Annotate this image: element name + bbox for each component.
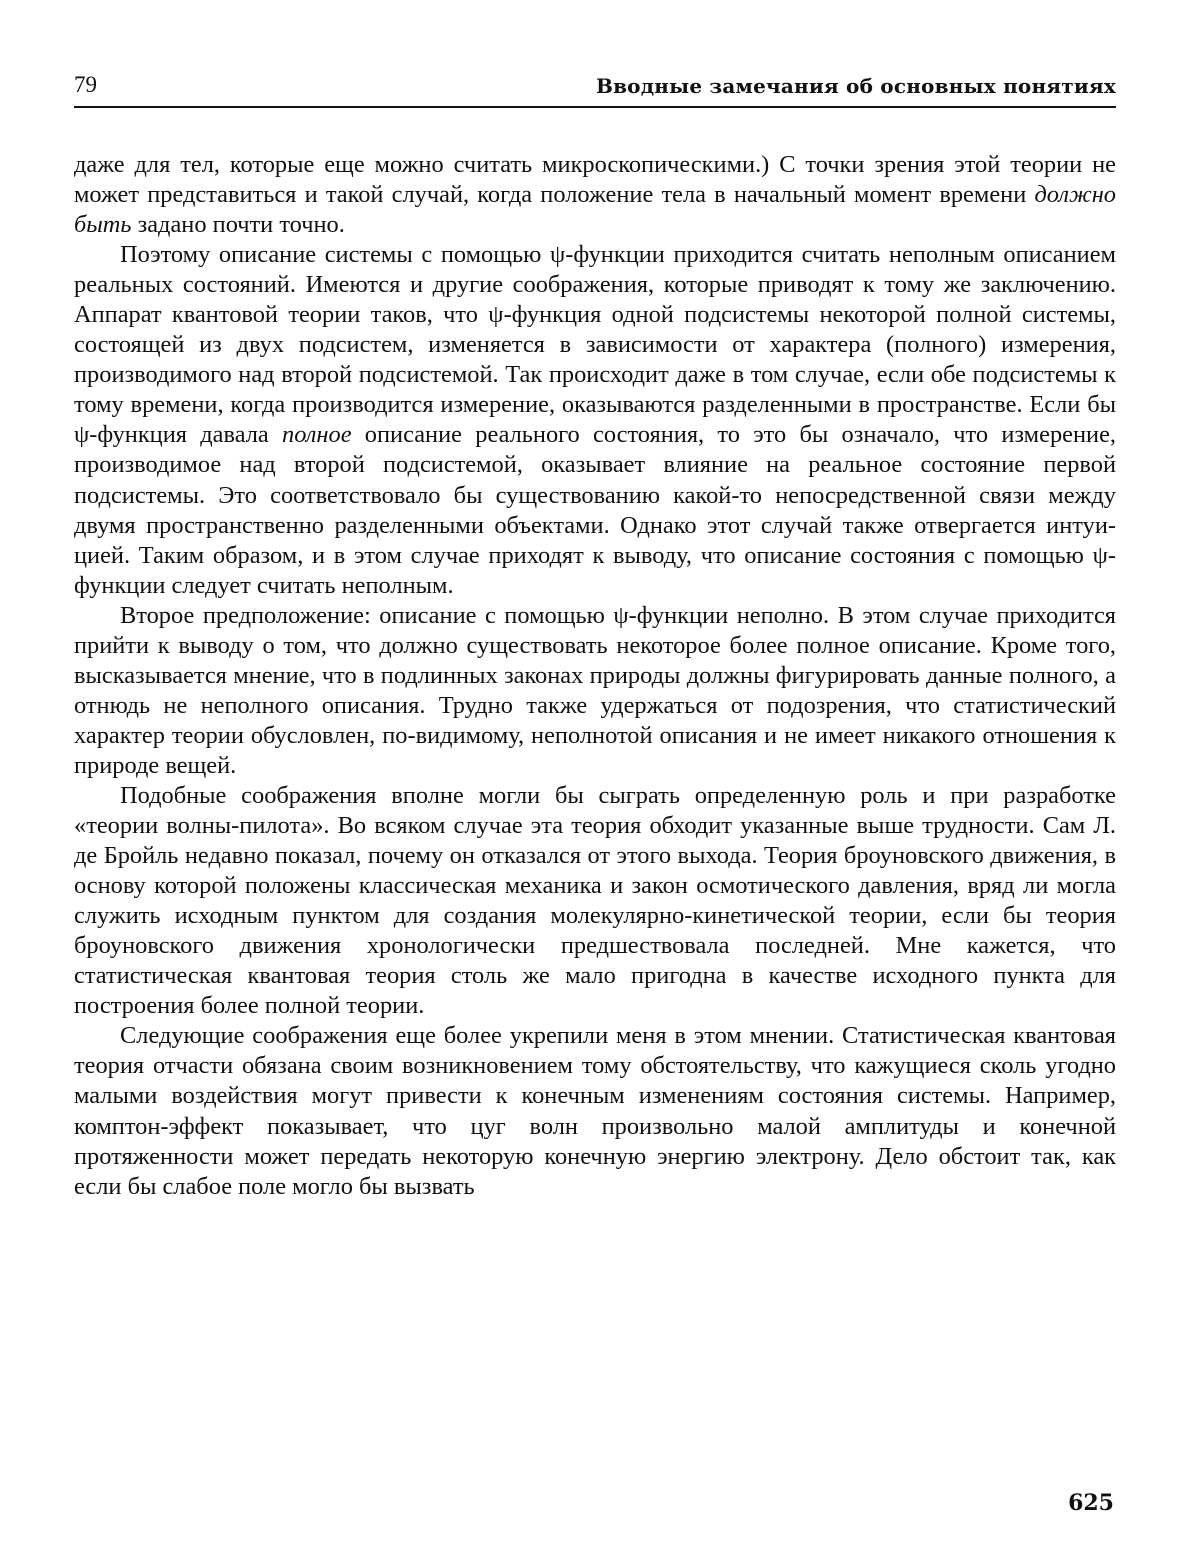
paragraph-text: описание реального состояния, то это бы означало, что измерение, производимое над второй подсистемой, оказывает влияние на реальное состояние первой подсистемы. Это соответствовало бы суще­ствованию какой-то непосредственной связи между двумя пространственно разделенными объектами. Однако этот случай также отвергается интуи­цией. Таким образом, и в этом случае приходят к выводу, что описание состояния с помощью ψ-функции следует считать неполным. — [74, 421, 1116, 598]
paragraph-text: задано почти точно. — [132, 211, 345, 238]
paragraph-2 — [74, 240, 1116, 601]
paragraph-text: даже для тел, которые еще можно считать микроскопическими.) С точки зрения этой теории не может представиться и такой случай, когда положение тела в начальный момент времени — [74, 151, 1116, 208]
paragraph-text: Поэтому описание системы с помощью ψ-функции приходится считать неполным описанием реальных состояний. Имеются и другие соображения, которые приводят к тому же заключению. Аппарат квантовой теории таков, что ψ-функция одной подсистемы некоторой полной системы, состоящей из двух подсистем, изменяется в зависимости от характера (полного) измерения, производимого над второй подсистемой. Так происходит даже в том случае, если обе подсистемы к тому времени, когда производится измерение, оказываются разделенными в пространстве. Если бы ψ-функ­ция давала — [74, 241, 1116, 448]
header-page-number: 79 — [74, 72, 97, 98]
paragraph-text: Следующие соображения еще более укрепили меня в этом мнении. Статистическая квантовая теория отчасти обязана своим возникновением тому обстоятельству, что кажущиеся сколь угодно малыми воздействия могут привести к конечным изменениям состояния системы. Например, комптон-эффект показывает, что цуг волн произвольно малой амплитуды и конечной протяженности может передать некоторую конечную энергию электрону. Дело обстоит так, как если бы слабое поле могло бы вызвать — [74, 1022, 1116, 1199]
paragraph-text: Подобные соображения вполне могли бы сыграть определенную роль и при разработке «теории волны-пилота». Во всяком случае эта тео­рия обходит указанные выше трудности. Сам Л. де Бройль недавно показал, почему он отказался от этого выхода. Теория броуновского движения, в основу которой положены классическая механика и закон осмотического давления, вряд ли могла служить исходным пунктом для создания молекулярно-кинетической теории, если бы теория броунов­ского движения хронологически предшествовала последней. Мне кажется, что статистическая квантовая теория столь же мало пригодна в качестве исходного пункта для построения более полной теории. — [74, 782, 1116, 1019]
footer-page-number: 625 — [1068, 1490, 1114, 1516]
paragraph-1 — [74, 150, 1116, 240]
paragraph-3 — [74, 601, 1116, 781]
running-title: Вводные замечания об основных понятиях — [596, 74, 1116, 98]
paragraph-text: Второе предположение: описание с помощью ψ-функции неполно. В этом случае приходится прийти к выводу о том, что должно существовать некоторое более полное описание. Кроме того, высказывается мнение, что в подлинных законах природы должны фигурировать данные полного, а отнюдь не неполного описания. Трудно также удержаться от подозре­ния, что статистический характер теории обусловлен, по-видимому, непол­нотой описания и не имеет никакого отношения к природе вещей. — [74, 602, 1116, 779]
emphasis-text: должно быть — [74, 181, 1116, 238]
page-header — [74, 68, 1116, 108]
paragraph-4 — [74, 781, 1116, 1021]
document-page — [0, 0, 1200, 1560]
emphasis-text: полное — [282, 421, 352, 448]
paragraph-5 — [74, 1021, 1116, 1201]
body-text — [74, 150, 1116, 1202]
